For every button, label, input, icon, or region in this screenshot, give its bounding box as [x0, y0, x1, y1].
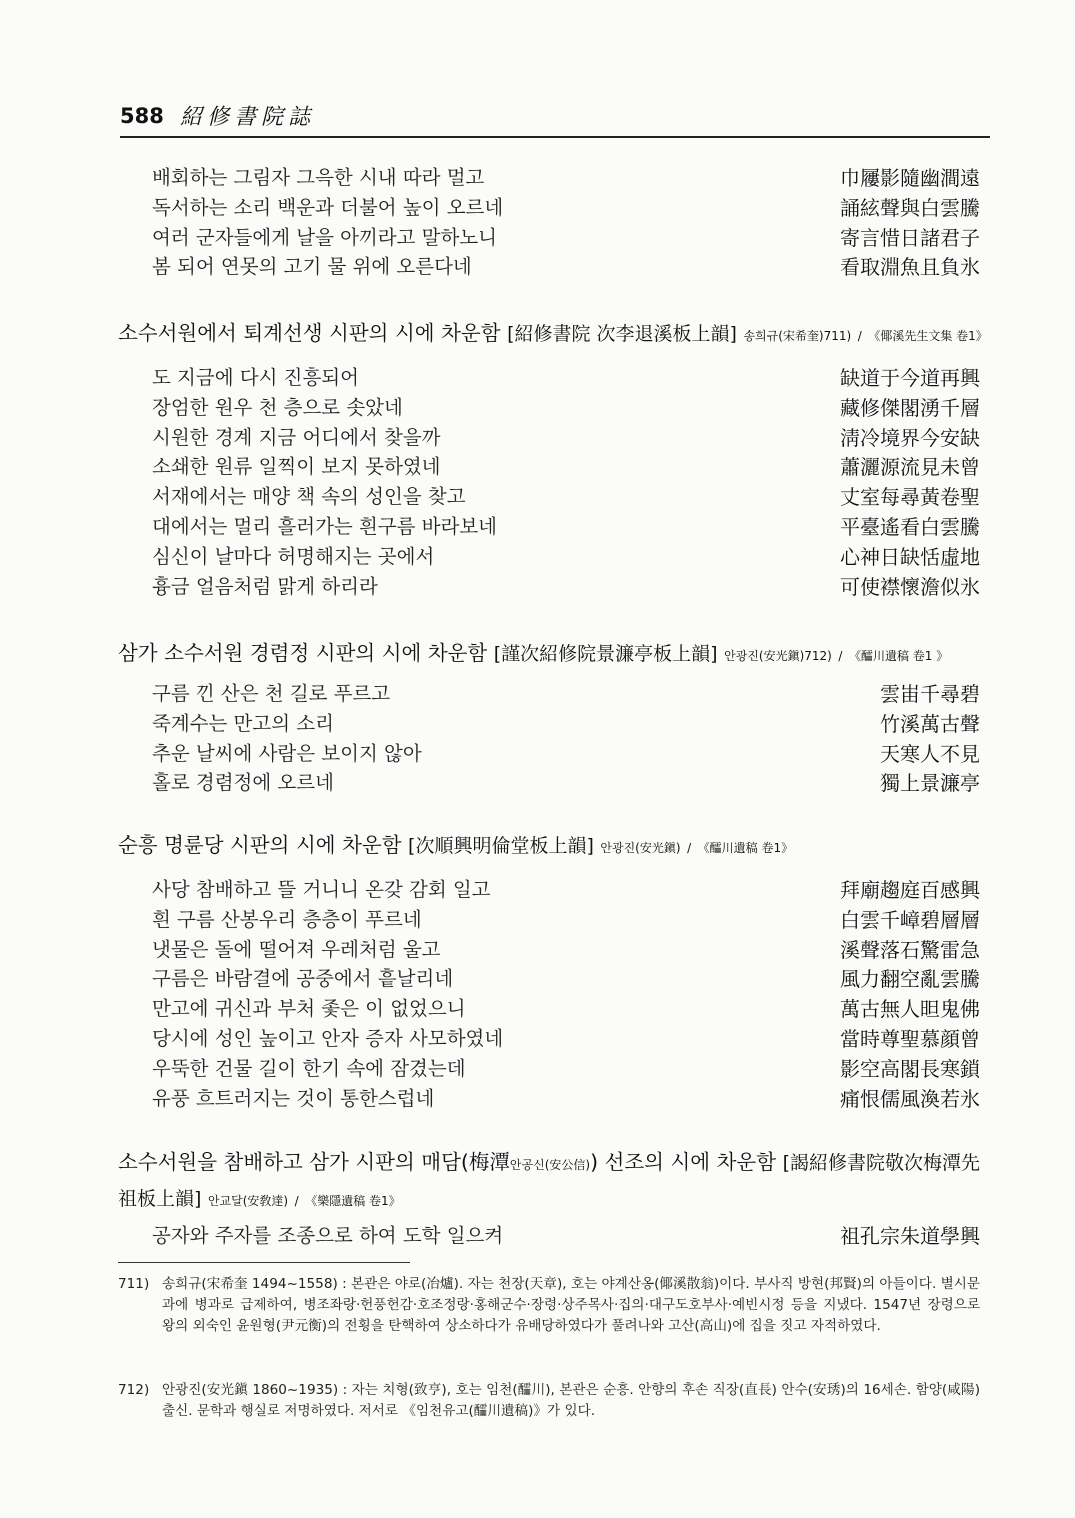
korean-line: 심신이 날마다 허명해지는 곳에서	[152, 544, 435, 568]
hanja-line: 可使襟懷澹似氷	[840, 574, 980, 599]
poem-line	[0, 874, 1075, 904]
separator: /	[294, 1194, 299, 1208]
korean-line: 구름 낀 산은 천 길로 푸르고	[152, 682, 391, 705]
author: 안광진(安光鎭)	[600, 841, 681, 855]
heading-korean: 삼가 소수서원 경렴정 시판의 시에 차운함	[118, 641, 488, 665]
hanja-line: 祖孔宗朱道學興	[840, 1224, 980, 1248]
poem-line	[0, 1023, 1075, 1053]
poem-body	[0, 362, 1075, 600]
source: 《樂隱遺稿 卷1》	[305, 1194, 401, 1208]
hanja-line: 平臺遙看白雲騰	[840, 514, 980, 539]
heading-korean-cont: ) 선조의 시에 차운함	[590, 1150, 777, 1174]
hanja-line: 萬古無人㫜鬼佛	[840, 997, 980, 1022]
poem-body	[0, 678, 1075, 797]
heading-korean: 순흥 명륜당 시판의 시에 차운함	[118, 833, 402, 857]
hanja-line: 心神日缺恬虛地	[840, 544, 980, 569]
korean-line: 시원한 경계 지금 어디에서 찾을까	[152, 425, 441, 449]
korean-line: 서재에서는 매양 책 속의 성인을 찾고	[152, 485, 466, 509]
poem-heading	[118, 1146, 988, 1218]
korean-line: 독서하는 소리 백운과 더불어 높이 오르네	[152, 195, 504, 219]
poem-line	[0, 904, 1075, 934]
heading-hanja: [紹修書院 次李退溪板上韻]	[507, 323, 737, 345]
author: 안교달(安敎達)	[207, 1194, 289, 1208]
korean-line: 소쇄한 원류 일찍이 보지 못하였네	[152, 455, 441, 479]
author: 송희규(宋希奎)711)	[743, 329, 852, 343]
hanja-line: 誦絃聲與白雲騰	[840, 195, 980, 220]
poem-line	[0, 192, 1075, 222]
heading-hanja: [謁紹修書院敬次梅潭先祖板上韻]	[118, 1152, 980, 1210]
hanja-line: 丈室每尋黃卷聖	[840, 485, 980, 510]
source: 《倻溪先生文集 卷1》	[868, 329, 988, 343]
korean-line: 장엄한 원우 천 층으로 솟았네	[152, 395, 403, 419]
hanja-line: 蕭灑源流見未曾	[840, 455, 980, 480]
korean-line: 만고에 귀신과 부처 좇은 이 없었으니	[152, 997, 466, 1021]
book-title: 紹修書院誌	[180, 105, 316, 130]
poem-body	[0, 874, 1075, 1112]
korean-line: 냇물은 돌에 떨어져 우레처럼 울고	[152, 937, 441, 961]
poem-line	[0, 451, 1075, 481]
hanja-line: 痛恨儒風渙若氷	[840, 1086, 980, 1111]
poem-line	[0, 251, 1075, 281]
poem-body	[0, 1220, 1075, 1250]
korean-line: 구름은 바람결에 공중에서 흩날리네	[152, 967, 454, 991]
korean-line: 유풍 흐트러지는 것이 통한스럽네	[152, 1086, 435, 1110]
korean-line: 추운 날씨에 사람은 보이지 않아	[152, 741, 422, 765]
hanja-line: 竹溪萬古聲	[880, 711, 980, 736]
footnote-divider	[118, 1262, 410, 1263]
korean-line: 홀로 경렴정에 오르네	[152, 771, 334, 795]
korean-line: 공자와 주자를 조종으로 하여 도학 일으켜	[152, 1224, 504, 1247]
poem-line	[0, 541, 1075, 571]
korean-line: 흉금 얼음처럼 맑게 하리라	[152, 574, 378, 598]
poem-line	[0, 422, 1075, 452]
poem-line	[0, 1053, 1075, 1083]
poem-line	[0, 738, 1075, 768]
footnote-text: 송희규(宋希奎 1494~1558) : 본관은 야로(冶爐). 자는 천장(天章), 호는 야계산옹(倻溪散翁)이다. 부사직 방현(邦賢)의 아들이다. 별시문과에 병과로 급제하여, 병조좌랑·헌풍헌감·호조정랑·홍해군수·장령·상주목사·집의·대구도호부사·예빈시정 등을 지냈다. 1547년 장령으로 왕의 외숙인 윤원형(尹元衡)의 전횡을 탄핵하여 상소하다가 유배당하였다가 풀려나와 고산(高山)에 집을 짓고 자적하였다.	[162, 1276, 980, 1334]
poem-line	[0, 993, 1075, 1023]
separator: /	[857, 329, 862, 343]
poem-continued	[0, 162, 1075, 281]
korean-line: 사당 참배하고 뜰 거니니 온갖 감회 일고	[152, 878, 491, 901]
hanja-line: 雲峀千尋碧	[880, 682, 980, 706]
hanja-line: 獨上景濂亭	[880, 771, 980, 796]
hanja-line: 缺道于今道再興	[840, 366, 980, 390]
hanja-line: 寄言惜日諸君子	[840, 225, 980, 250]
page-header	[120, 100, 990, 138]
separator: /	[687, 841, 692, 855]
hanja-line: 淸冷境界今安缺	[840, 425, 980, 450]
poem-line	[0, 1083, 1075, 1113]
heading-hanja: [次順興明倫堂板上韻]	[408, 835, 594, 857]
poem-heading	[118, 316, 988, 346]
hanja-line: 巾屨影隨幽澗遠	[840, 166, 980, 190]
footnote-number: 711)	[118, 1276, 150, 1292]
korean-line: 당시에 성인 높이고 안자 증자 사모하였네	[152, 1026, 504, 1050]
source: 《醽川遺稿 卷1》	[697, 841, 794, 855]
separator: /	[838, 649, 843, 663]
poem-line	[0, 511, 1075, 541]
poem-line	[0, 362, 1075, 392]
korean-line: 배회하는 그림자 그윽한 시내 따라 멀고	[152, 166, 485, 189]
heading-hanja: [謹次紹修院景濂亭板上韻]	[493, 643, 718, 665]
heading-korean: 소수서원을 참배하고 삼가 시판의 매담(梅潭	[118, 1150, 510, 1174]
footnote-711	[118, 1274, 980, 1337]
hanja-line: 拜廟趨庭百感興	[840, 878, 980, 902]
poem-line	[0, 222, 1075, 252]
poem-line	[0, 1220, 1075, 1250]
source: 《醽川遺稿 卷1 》	[848, 649, 949, 663]
hanja-line: 影空高閣長寒鎖	[840, 1056, 980, 1081]
poem-line	[0, 934, 1075, 964]
author: 안광진(安光鎭)712)	[724, 649, 832, 663]
poem-line	[0, 708, 1075, 738]
korean-line: 대에서는 멀리 흘러가는 흰구름 바라보네	[152, 514, 498, 538]
korean-line: 우뚝한 건물 길이 한기 속에 잠겼는데	[152, 1056, 466, 1080]
korean-line: 죽계수는 만고의 소리	[152, 711, 334, 735]
footnote-text: 안광진(安光鎭 1860~1935) : 자는 치형(致亨), 호는 임천(醽川), 본관은 순흥. 안향의 후손 직장(直長) 안수(安琇)의 16세손. 함양(咸陽) 출신. 문학과 행실로 저명하였다. 저서로 《임천유고(醽川遺稿)》가 있다.	[162, 1382, 980, 1419]
poem-line	[0, 678, 1075, 708]
footnote-number: 712)	[118, 1382, 150, 1398]
poem-line	[0, 571, 1075, 601]
korean-line: 봄 되어 연못의 고기 물 위에 오른다네	[152, 255, 472, 279]
hanja-line: 白雲千嶂碧層層	[840, 907, 980, 932]
hanja-line: 藏修傑閣湧千層	[840, 395, 980, 420]
hanja-line: 看取淵魚且負氷	[840, 255, 980, 280]
poem-line	[0, 162, 1075, 192]
hanja-line: 天寒人不見	[880, 741, 980, 766]
poem-heading	[118, 828, 988, 858]
korean-line: 도 지금에 다시 진흥되어	[152, 366, 359, 389]
heading-korean: 소수서원에서 퇴계선생 시판의 시에 차운함	[118, 321, 501, 345]
poem-line	[0, 481, 1075, 511]
korean-line: 여러 군자들에게 날을 아끼라고 말하노니	[152, 225, 498, 249]
hanja-line: 風力翻空亂雲騰	[840, 967, 980, 992]
footnote-712	[118, 1380, 980, 1422]
page-number: 588	[120, 104, 164, 128]
poem-line	[0, 392, 1075, 422]
poem-line	[0, 767, 1075, 797]
poem-line	[0, 963, 1075, 993]
heading-person: 안공신(安公信)	[509, 1158, 591, 1172]
hanja-line: 溪聲落石驚雷急	[840, 937, 980, 962]
korean-line: 흰 구름 산봉우리 층층이 푸르네	[152, 907, 422, 931]
poem-heading	[118, 636, 988, 666]
hanja-line: 當時尊聖慕顔曾	[840, 1026, 980, 1051]
